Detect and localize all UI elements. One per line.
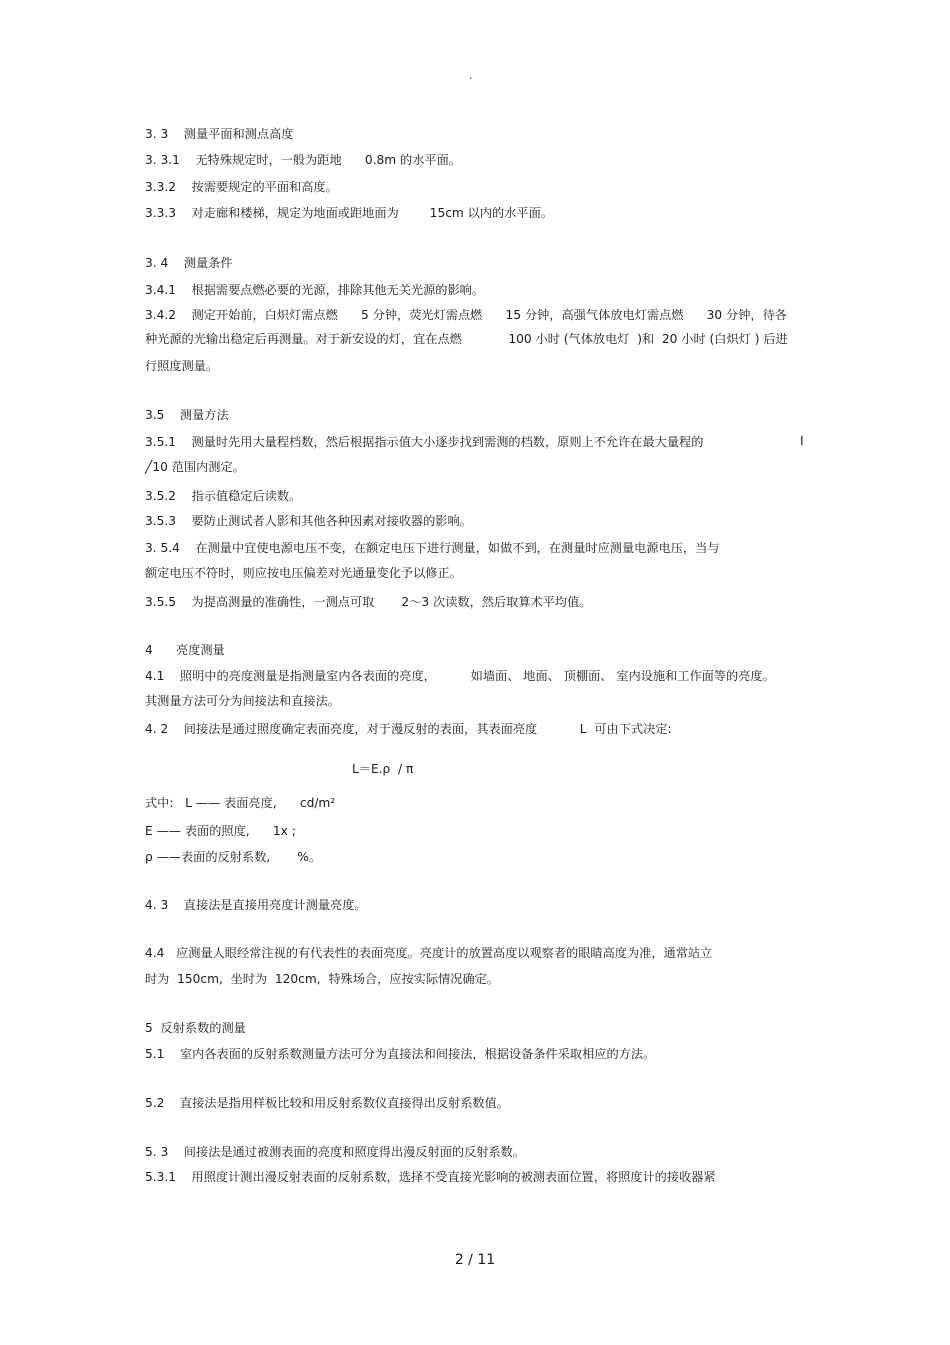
text-line: 种光源的光输出稳定后再测量。对于新安设的灯，宜在点燃 100 小时 (气体放电灯 )和 20 小时 (白炽灯 ) 后进 (145, 332, 788, 346)
text-line: 5.1 室内各表面的反射系数测量方法可分为直接法和间接法，根据设备条件采取相应的方法。 (145, 1047, 656, 1061)
text-line: 3.5.2 指示值稳定后读数。 (145, 489, 302, 503)
text-line: 其测量方法可分为间接法和直接法。 (145, 694, 340, 708)
text-line: 3.4.2 测定开始前，白炽灯需点燃 5 分钟，荧光灯需点燃 15 分钟，高强气体放电灯需点燃 30 分钟，待各 (145, 308, 787, 322)
text-line: 4. 3 直接法是直接用亮度计测量亮度。 (145, 898, 367, 912)
text-line: 时为 150cm, 坐时为 120cm, 特殊场合，应按实际情况确定。 (145, 972, 499, 986)
text-line: 5.2 直接法是指用样板比较和用反射系数仪直接得出反射系数值。 (145, 1096, 509, 1110)
text-line: 5.3.1 用照度计测出漫反射表面的反射系数，选择不受直接光影响的被测表面位置，将照度计的接收器紧 (145, 1170, 716, 1184)
text-line: 4.4 应测量人眼经常注视的有代表性的表面亮度。亮度计的放置高度以观察者的眼睛高度为准，通常站立 (145, 946, 713, 960)
text-line: 4.1 照明中的亮度测量是指测量室内各表面的亮度， 如墙面、 地面、 顶棚面、 室内设施和工作面等的亮度。 (145, 669, 775, 683)
text-line: 4. 2 间接法是通过照度确定表面亮度，对于漫反射的表面，其表面亮度 L 可由下式决定: (145, 722, 672, 736)
text-line: ╱10 范围内测定。 (145, 460, 245, 474)
section-3-3-heading: 3. 3 测量平面和测点高度 (145, 127, 294, 141)
header-dot: · (469, 72, 473, 85)
luminance-formula: L＝E.ρ / π (352, 762, 414, 777)
text-line: 3. 5.4 在测量中宜使电源电压不变，在额定电压下进行测量，如做不到，在测量时应测量电源电压，当与 (145, 541, 720, 555)
section-3-4-heading: 3. 4 测量条件 (145, 256, 233, 270)
text-line: 3. 3.1 无特殊规定时，一般为距地 0.8m 的水平面。 (145, 153, 461, 167)
text-line: 3.5.5 为提高测量的准确性，一测点可取 2～3 次读数，然后取算术平均值。 (145, 595, 592, 609)
text-line: 额定电压不符时，则应按电压偏差对光通量变化予以修正。 (145, 566, 462, 580)
text-line: 3.4.1 根据需要点燃必要的光源，排除其他无关光源的影响。 (145, 283, 485, 297)
formula-legend: 式中: L —— 表面亮度, cd/m² (145, 796, 336, 810)
formula-legend: ρ ——表面的反射系数, %。 (145, 850, 322, 864)
text-line: 3.3.3 对走廊和楼梯，规定为地面或距地面为 15cm 以内的水平面。 (145, 206, 553, 220)
formula-legend: E —— 表面的照度, 1x ; (145, 824, 296, 838)
section-5-heading: 5 反射系数的测量 (145, 1021, 246, 1035)
text-line: 3.5.1 测量时先用大量程档数，然后根据指示值大小逐步找到需测的档数，原则上不允许在最大量程的 (145, 435, 704, 449)
section-4-heading: 4 亮度测量 (145, 643, 225, 657)
section-3-5-heading: 3.5 测量方法 (145, 408, 229, 422)
text-line: 行照度测量。 (145, 359, 219, 373)
right-margin-mark: I (800, 434, 804, 448)
text-line: 3.3.2 按需要规定的平面和高度。 (145, 180, 338, 194)
text-line: 3.5.3 要防止测试者人影和其他各种因素对接收器的影响。 (145, 514, 472, 528)
text-line: 5. 3 间接法是通过被测表面的亮度和照度得出漫反射面的反射系数。 (145, 1145, 526, 1159)
page-number: 2 / 11 (454, 1252, 496, 1268)
